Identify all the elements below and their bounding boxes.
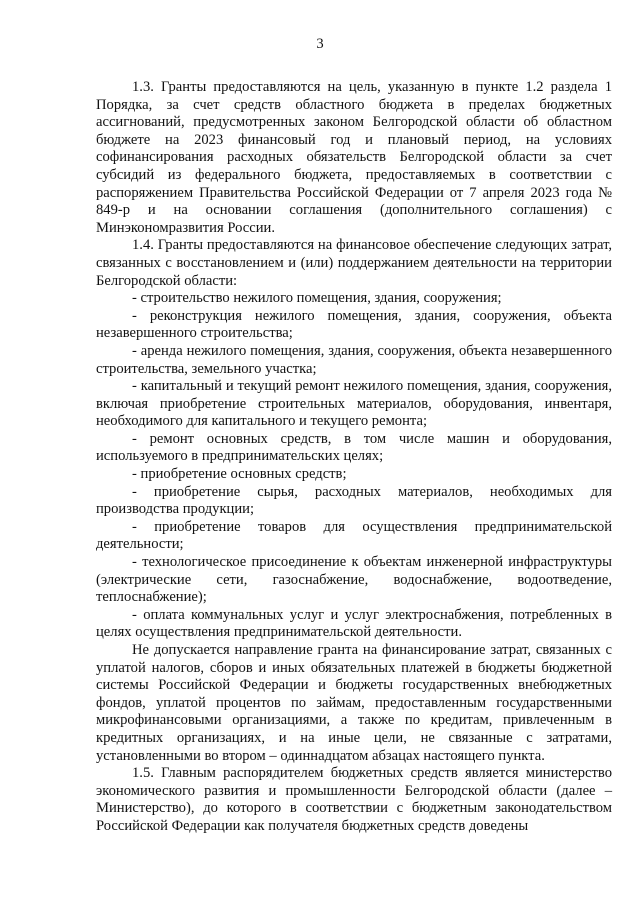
- list-item: - оплата коммунальных услуг и услуг электроснабжения, потребленных в целях осуществления предпринимательской деятельности.: [96, 606, 612, 641]
- paragraph-1-3: 1.3. Гранты предоставляются на цель, указанную в пункте 1.2 раздела 1 Порядка, за счет средств областного бюджета в пределах бюджетных ассигнований, предусмотренных законом Белгородской области об областном бюджете на 2023 финансовый год и плановый период, на условиях софинансирования расходных обязательств Белгородской области за счет субсидий из федерального бюджета, предоставляемых в соответствии с распоряжением Правительства Российской Федерации от 7 апреля 2023 года № 849-р и на основании соглашения (дополнительного соглашения) с Минэкономразвития России.: [96, 79, 612, 236]
- paragraph-restrictions: Не допускается направление гранта на финансирование затрат, связанных с уплатой налогов, сборов и иных обязательных платежей в бюджеты бюджетной системы Российской Федерации и бюджеты государственных внебюджетных фондов, уплатой процентов по займам, предоставленным государственными микрофинансовыми организациями, а также по кредитам, привлеченным в кредитных организациях, и на иные цели, не связанные с затратами, установленными во втором – одиннадцатом абзацах настоящего пункта.: [96, 642, 612, 764]
- list-item: - технологическое присоединение к объектам инженерной инфраструктуры (электрические сети, газоснабжение, водоснабжение, водоотведение, теплоснабжение);: [96, 554, 612, 606]
- list-item: - ремонт основных средств, в том числе машин и оборудования, используемого в предпринимательских целях;: [96, 430, 612, 465]
- list-item: - приобретение сырья, расходных материалов, необходимых для производства продукции;: [96, 483, 612, 518]
- paragraph-1-5: 1.5. Главным распорядителем бюджетных средств является министерство экономического развития и промышленности Белгородской области (далее – Министерство), до которого в соответствии с бюджетным законодательством Российской Федерации как получателя бюджетных средств доведены: [96, 765, 612, 834]
- list-item: - капитальный и текущий ремонт нежилого помещения, здания, сооружения, включая приобретение строительных материалов, оборудования, инвентаря, необходимого для капитального и текущего ремонта;: [96, 378, 612, 430]
- list-item: - реконструкция нежилого помещения, здания, сооружения, объекта незавершенного строительства;: [96, 307, 612, 342]
- page-number: 3: [316, 36, 324, 52]
- document-body: [96, 79, 612, 836]
- list-item: - строительство нежилого помещения, здания, сооружения;: [132, 290, 502, 307]
- paragraph-1-4: 1.4. Гранты предоставляются на финансовое обеспечение следующих затрат, связанных с восстановлением и (или) поддержанием деятельности на территории Белгородской области:: [96, 237, 612, 289]
- list-item: - приобретение товаров для осуществления предпринимательской деятельности;: [96, 518, 612, 553]
- list-item: - приобретение основных средств;: [132, 466, 347, 483]
- list-item: - аренда нежилого помещения, здания, сооружения, объекта незавершенного строительства, земельного участка;: [96, 342, 612, 377]
